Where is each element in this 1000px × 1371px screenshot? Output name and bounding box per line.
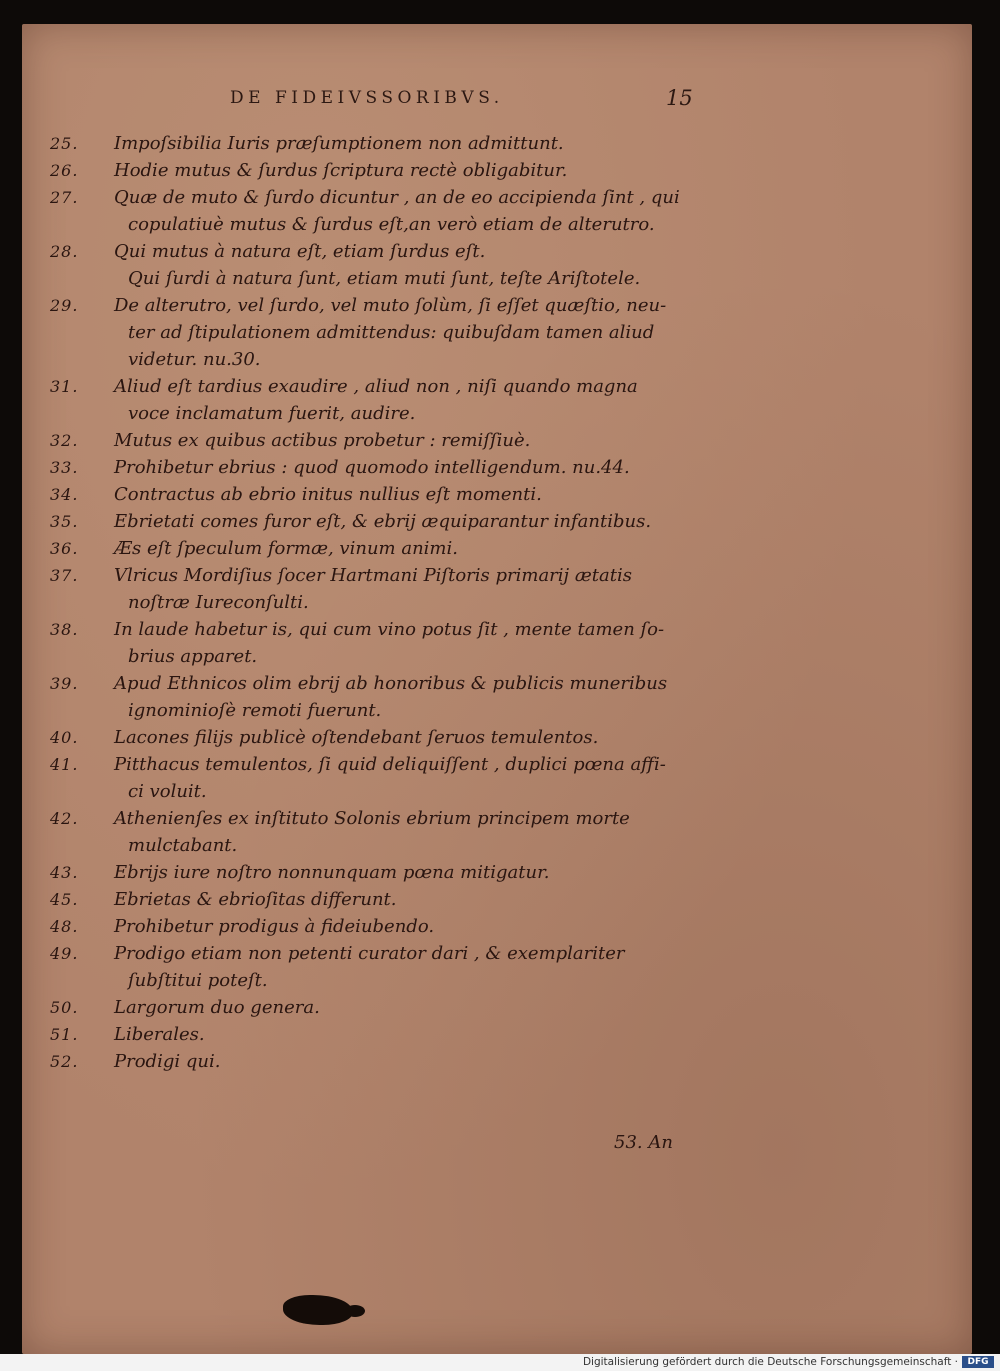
entry-text xyxy=(114,670,720,724)
entry-text xyxy=(114,481,720,508)
entry-number: 40. xyxy=(50,728,79,747)
list-item xyxy=(50,859,720,886)
entry-number: 50. xyxy=(50,998,79,1017)
entry-number: 25. xyxy=(50,134,79,153)
entry-text xyxy=(114,130,720,157)
entry-line: Prodigo etiam non petenti curator dari , & exemplariter xyxy=(114,943,625,964)
entry-line: Vlricus Mordiſius ſocer Hartmani Piſtoris primarij ætatis xyxy=(114,565,632,586)
list-item xyxy=(50,805,720,859)
list-item xyxy=(50,751,720,805)
entry-line: Athenienſes ex inſtituto Solonis ebrium principem morte xyxy=(114,808,630,829)
entry-text xyxy=(114,508,720,535)
list-item xyxy=(50,184,720,238)
entry-text xyxy=(114,859,720,886)
entry-number: 33. xyxy=(50,458,79,477)
entry-line: ter ad ſtipulationem admittendus: quibuſdam tamen aliud xyxy=(128,322,655,343)
entry-line: De alterutro, vel ſurdo, vel muto ſolùm, ſi eſſet quæſtio, neu- xyxy=(114,295,667,316)
entry-line: ignominioſè remoti fuerunt. xyxy=(128,700,382,721)
list-item xyxy=(50,157,720,184)
running-title: DE FIDEIVSSORIBVS. xyxy=(230,88,504,108)
entry-number: 51. xyxy=(50,1025,79,1044)
summary-list xyxy=(50,130,720,1075)
entry-line: Ebrietas & ebrioſitas differunt. xyxy=(114,889,397,910)
entry-number: 52. xyxy=(50,1052,79,1071)
list-item xyxy=(50,238,720,292)
entry-text xyxy=(114,373,720,427)
entry-number: 36. xyxy=(50,539,79,558)
list-item xyxy=(50,292,720,373)
entry-line: Æs eſt ſpeculum formæ, vinum animi. xyxy=(114,538,458,559)
entry-text xyxy=(114,1021,720,1048)
entry-number: 29. xyxy=(50,296,79,315)
entry-line: Aliud eſt tardius exaudire , aliud non , niſi quando magna xyxy=(114,376,638,397)
digitization-credit: Digitalisierung gefördert durch die Deutsche Forschungsgemeinschaft · xyxy=(582,1356,958,1368)
entry-number: 34. xyxy=(50,485,79,504)
entry-line: In laude habetur is, qui cum vino potus ſit , mente tamen ſo- xyxy=(114,619,665,640)
list-item xyxy=(50,535,720,562)
dfg-logo: DFG xyxy=(962,1356,994,1368)
list-item xyxy=(50,481,720,508)
entry-number: 48. xyxy=(50,917,79,936)
list-item xyxy=(50,724,720,751)
entry-line: brius apparet. xyxy=(128,646,258,667)
entry-text xyxy=(114,805,720,859)
entry-number: 42. xyxy=(50,809,79,828)
entry-line: Prodigi qui. xyxy=(114,1051,221,1072)
list-item xyxy=(50,940,720,994)
entry-number: 27. xyxy=(50,188,79,207)
entry-number: 39. xyxy=(50,674,79,693)
entry-line: Mutus ex quibus actibus probetur : remiſſiuè. xyxy=(114,430,531,451)
entry-text xyxy=(114,292,720,373)
entry-text xyxy=(114,184,720,238)
list-item xyxy=(50,562,720,616)
entry-line: Lacones filijs publicè oſtendebant ſeruos temulentos. xyxy=(114,727,599,748)
entry-line: Ebrijs iure noſtro nonnunquam pœna mitigatur. xyxy=(114,862,550,883)
entry-line: Liberales. xyxy=(114,1024,205,1045)
entry-line: voce inclamatum fuerit, audire. xyxy=(128,403,416,424)
list-item xyxy=(50,130,720,157)
entry-number: 38. xyxy=(50,620,79,639)
entry-line: Quæ de muto & ſurdo dicuntur , an de eo accipienda ſint , qui xyxy=(114,187,680,208)
list-item xyxy=(50,616,720,670)
list-item xyxy=(50,886,720,913)
entry-line: Prohibetur prodigus à fideiubendo. xyxy=(114,916,435,937)
entry-line: ci voluit. xyxy=(128,781,207,802)
entry-text xyxy=(114,994,720,1021)
entry-text xyxy=(114,724,720,751)
entry-line: Largorum duo genera. xyxy=(114,997,320,1018)
entry-text xyxy=(114,562,720,616)
entry-number: 35. xyxy=(50,512,79,531)
entry-line: videtur. nu.30. xyxy=(128,349,261,370)
entry-number: 45. xyxy=(50,890,79,909)
entry-text xyxy=(114,238,720,292)
entry-text xyxy=(114,454,720,481)
entry-line: Hodie mutus & ſurdus ſcriptura rectè obligabitur. xyxy=(114,160,568,181)
entry-text xyxy=(114,616,720,670)
entry-line: ſubſtitui poteſt. xyxy=(128,970,268,991)
list-item xyxy=(50,373,720,427)
entry-line: Qui mutus à natura eſt, etiam ſurdus eſt. xyxy=(114,241,486,262)
entry-number: 28. xyxy=(50,242,79,261)
entry-text xyxy=(114,535,720,562)
entry-number: 41. xyxy=(50,755,79,774)
catchword: 53. An xyxy=(614,1132,673,1153)
entry-line: Qui ſurdi à natura ſunt, etiam muti ſunt, teſte Ariſtotele. xyxy=(128,268,641,289)
entry-text xyxy=(114,427,720,454)
entry-line: copulatiuè mutus & ſurdus eſt,an verò etiam de alterutro. xyxy=(128,214,655,235)
entry-text xyxy=(114,157,720,184)
entry-number: 43. xyxy=(50,863,79,882)
entry-number: 31. xyxy=(50,377,79,396)
ink-blot-small xyxy=(345,1305,365,1317)
entry-line: Prohibetur ebrius : quod quomodo intelligendum. nu.44. xyxy=(114,457,630,478)
entry-text xyxy=(114,1048,720,1075)
list-item xyxy=(50,1048,720,1075)
list-item xyxy=(50,913,720,940)
list-item xyxy=(50,670,720,724)
entry-line: Contractus ab ebrio initus nullius eſt momenti. xyxy=(114,484,542,505)
list-item xyxy=(50,427,720,454)
entry-text xyxy=(114,886,720,913)
entry-line: Apud Ethnicos olim ebrij ab honoribus & publicis muneribus xyxy=(114,673,668,694)
list-item xyxy=(50,454,720,481)
entry-number: 37. xyxy=(50,566,79,585)
entry-line: noſtræ Iureconſulti. xyxy=(128,592,309,613)
list-item xyxy=(50,508,720,535)
entry-line: Pitthacus temulentos, ſi quid deliquiſſent , duplici pœna affi- xyxy=(114,754,666,775)
list-item xyxy=(50,994,720,1021)
entry-text xyxy=(114,940,720,994)
entry-number: 32. xyxy=(50,431,79,450)
entry-text xyxy=(114,751,720,805)
page-number: 15 xyxy=(666,86,693,110)
entry-text xyxy=(114,913,720,940)
list-item xyxy=(50,1021,720,1048)
entry-number: 26. xyxy=(50,161,79,180)
entry-line: Impoſsibilia Iuris præſumptionem non admittunt. xyxy=(114,133,564,154)
entry-line: Ebrietati comes furor eſt, & ebrij æquiparantur infantibus. xyxy=(114,511,652,532)
entry-line: mulctabant. xyxy=(128,835,238,856)
entry-number: 49. xyxy=(50,944,79,963)
